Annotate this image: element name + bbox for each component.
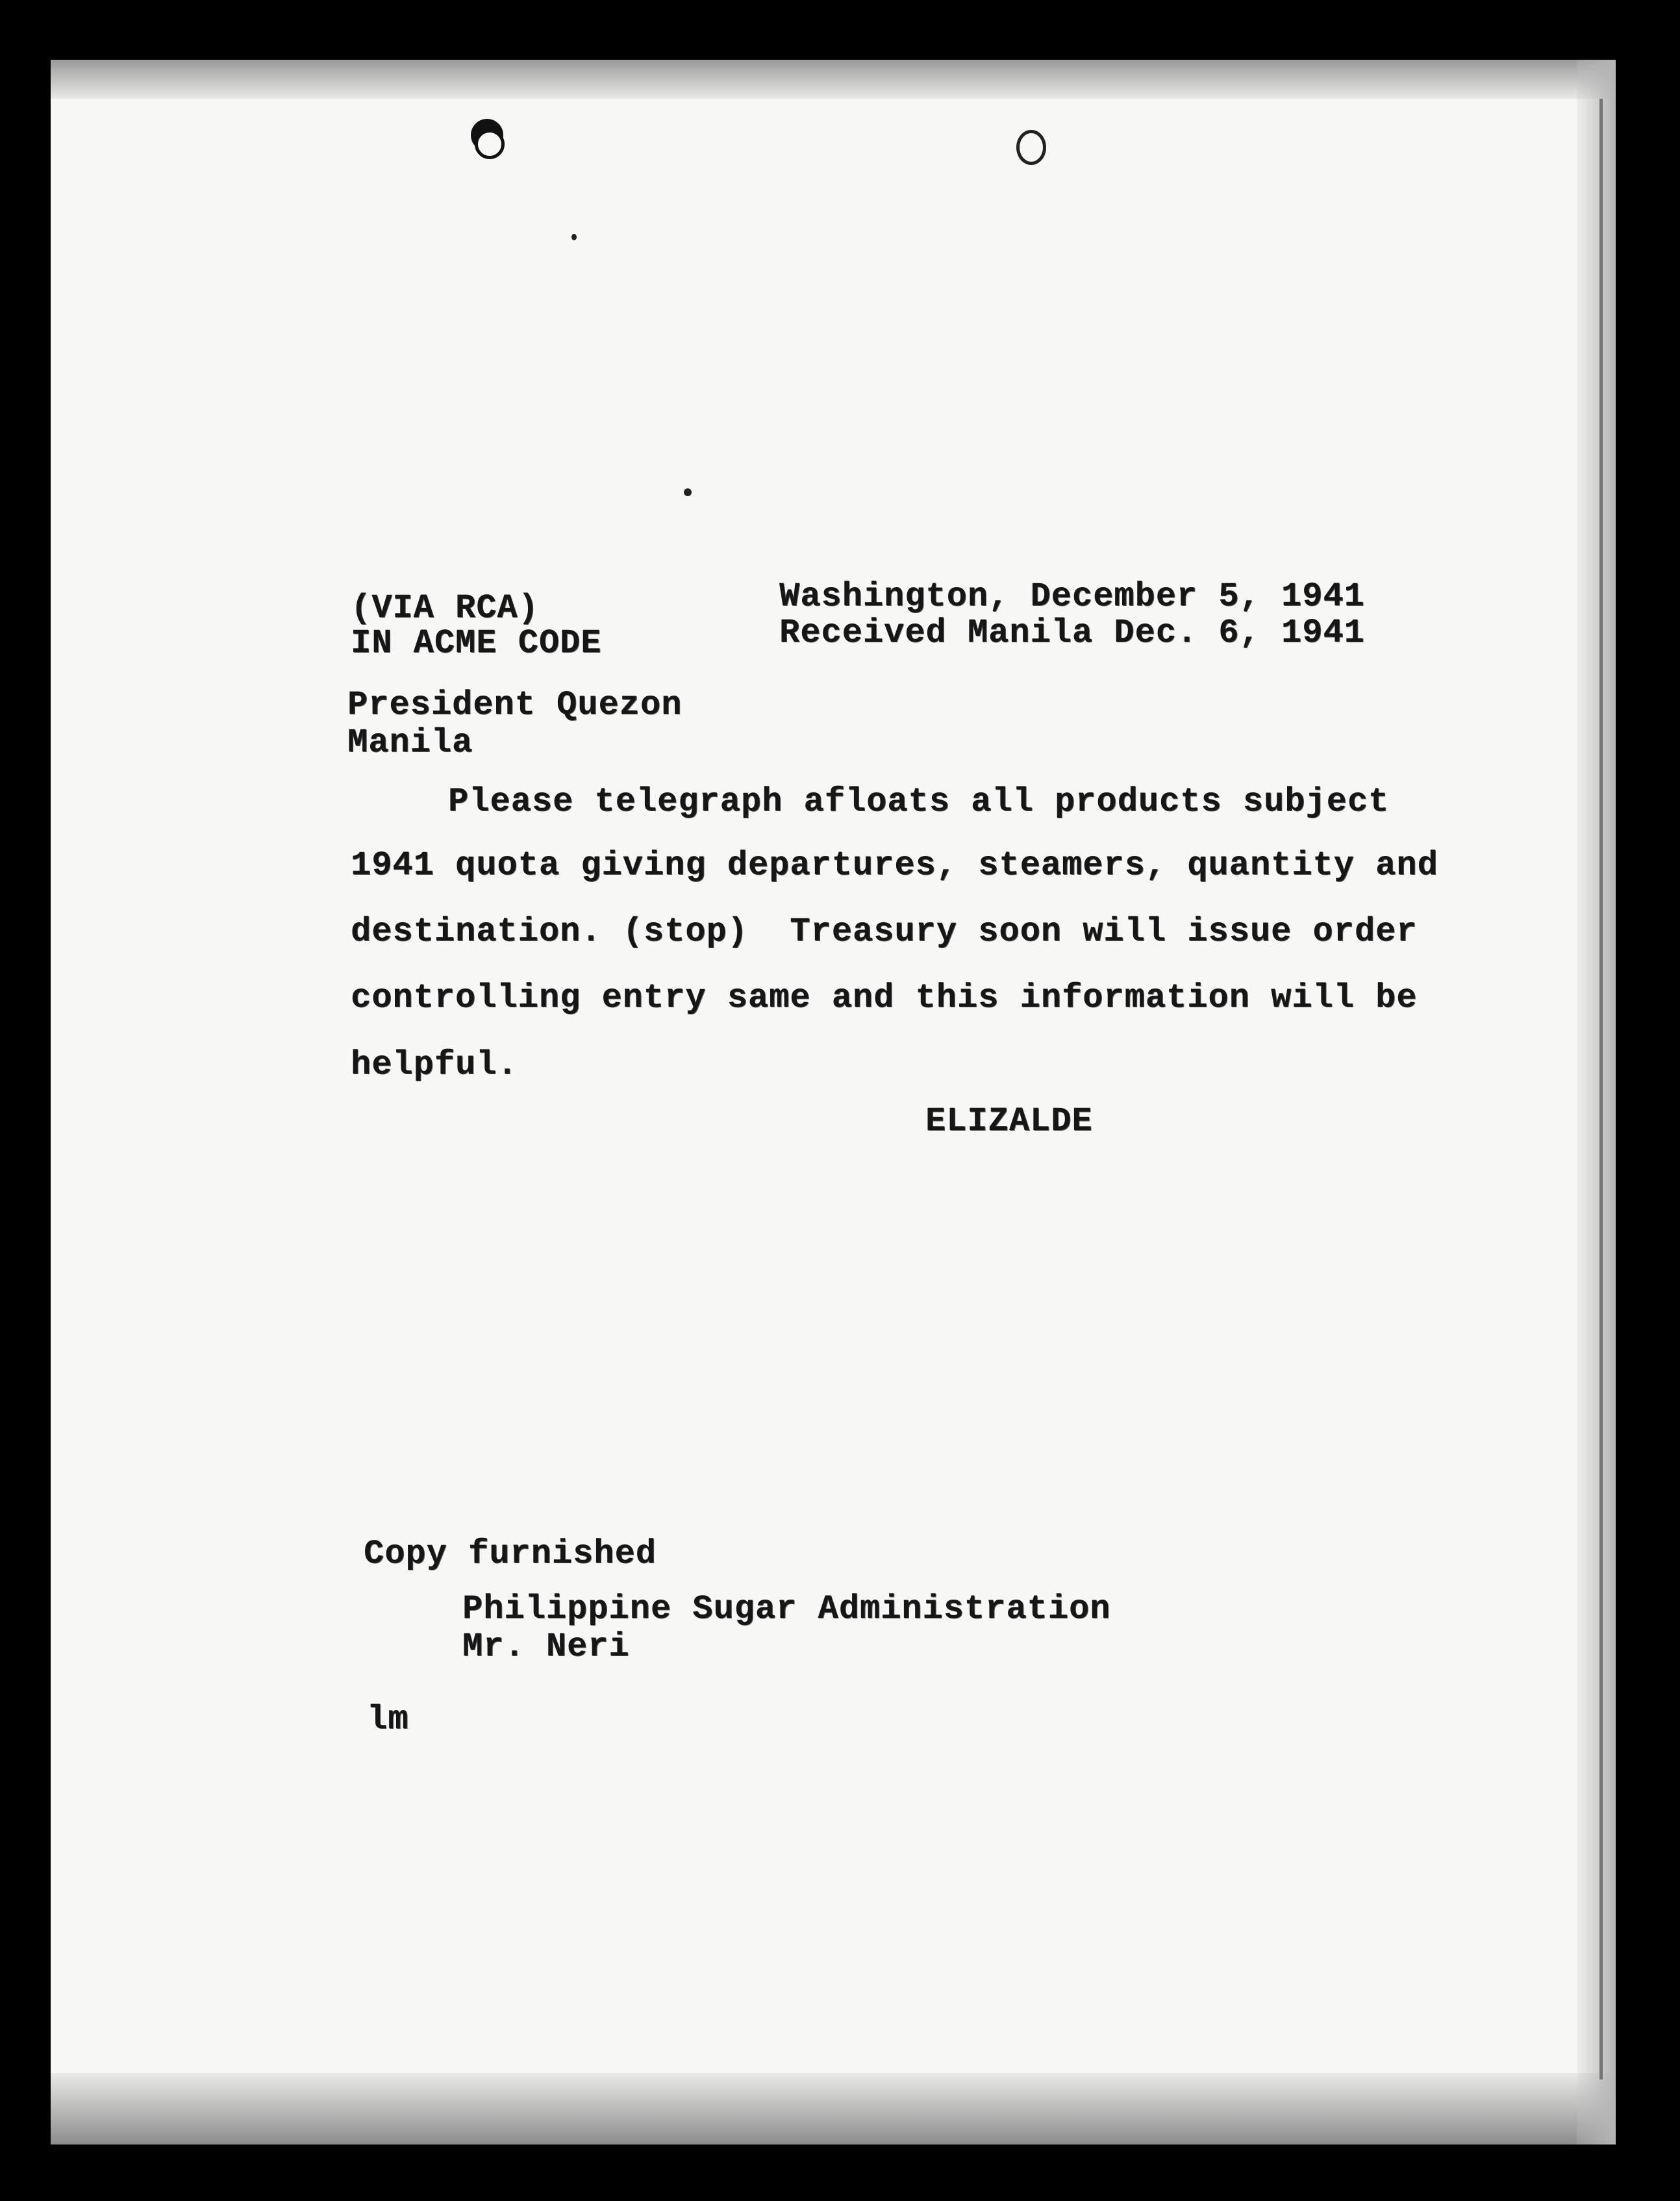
page-right-edge	[1577, 60, 1616, 2144]
ink-speck	[571, 234, 577, 240]
page-bottom-edge	[51, 2073, 1616, 2144]
received-date-line: Received Manila Dec. 6, 1941	[779, 614, 1365, 652]
code-line: IN ACME CODE	[351, 624, 602, 662]
punch-hole-left-inner	[475, 129, 505, 159]
body-line-4: controlling entry same and this information will be	[351, 979, 1418, 1017]
underlying-sheet-edge	[1599, 99, 1603, 2080]
body-line-1: Please telegraph afloats all products subject	[448, 783, 1390, 821]
copy-heading: Copy furnished	[364, 1535, 657, 1573]
body-line-2: 1941 quota giving departures, steamers, quantity and	[351, 846, 1438, 885]
ink-speck	[684, 488, 692, 496]
document-page	[51, 60, 1616, 2144]
signature: ELIZALDE	[925, 1102, 1093, 1140]
page-top-edge	[51, 60, 1616, 99]
addressee-name: President Quezon	[347, 686, 683, 724]
sent-date-line: Washington, December 5, 1941	[779, 577, 1365, 616]
copy-recipient-2: Mr. Neri	[462, 1628, 630, 1666]
typist-initials: lm	[367, 1700, 409, 1739]
punch-hole-right	[1016, 130, 1046, 165]
via-line: (VIA RCA)	[351, 589, 539, 627]
body-line-3: destination. (stop) Treasury soon will issue order	[351, 912, 1418, 951]
addressee-city: Manila	[347, 723, 473, 762]
copy-recipient-1: Philippine Sugar Administration	[462, 1590, 1111, 1628]
body-line-5: helpful.	[351, 1046, 518, 1084]
